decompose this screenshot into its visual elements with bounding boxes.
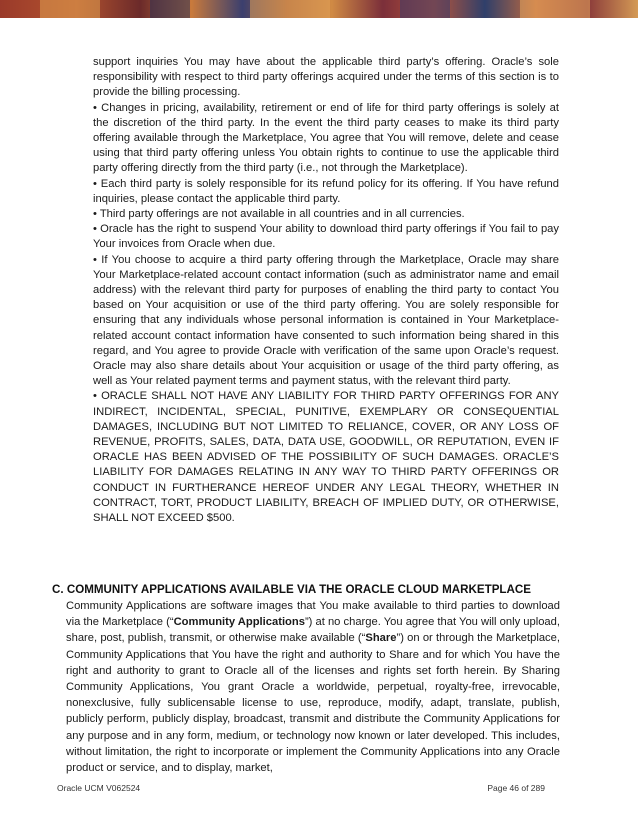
defined-term-share: Share [365, 632, 397, 645]
paragraph-support: support inquiries You may have about the applicable third party’s offering. Oracle’s sole responsibility with respect to third party offerings acquired under the terms of this section is to provide the billing processing. [93, 56, 559, 99]
paragraph-refund: • Each third party is solely responsible for its refund policy for its offering. If You have refund inquiries, please contact the applicable third party. [93, 177, 559, 205]
page-footer [57, 783, 545, 793]
section-body-text: Community Applications are software images that You make available to third parties to download via the Marketplace (“ [66, 600, 560, 629]
defined-term-community-applications: Community Applications [173, 616, 305, 629]
page-number: Page 46 of 289 [487, 783, 545, 793]
third-party-terms [93, 55, 559, 526]
banner-stripe [400, 0, 450, 18]
paragraph-pricing: • Changes in pricing, availability, retirement or end of life for third party offerings is solely at the discretion of the third party. In the event the third party ceases to make its third party offering available through the Marketplace, You agree that You will remove, delete and cease using that third party offering unless You obtain rights to continue to use the applicable third party offering directly from the third party (i.e., not through the Marketplace). [93, 101, 559, 175]
banner-stripe [250, 0, 330, 18]
banner-stripe [520, 0, 590, 18]
paragraph-contact-sharing: • If You choose to acquire a third party offering through the Marketplace, Oracle may share Your Marketplace-related account contact information (such as administrator name and email address) with the relevant third party for purposes of enabling the third party to contact You based on Your acquisition or use of the third party offering. You are solely responsible for ensuring that any individuals whose personal information is contained in Your Marketplace-related account contact information have consented to such information being shared in this regard, and You agree to provide Oracle with verification of the same upon Oracle’s request. Oracle may also share details about Your acquisition or usage of the third party offering, as well as Your related payment terms and payment status, with the relevant third party. [93, 253, 559, 388]
decorative-banner [0, 0, 638, 18]
banner-stripe [40, 0, 100, 18]
paragraph-liability: • ORACLE SHALL NOT HAVE ANY LIABILITY FOR THIRD PARTY OFFERINGS FOR ANY INDIRECT, INCIDENTAL, SPECIAL, PUNITIVE, EXEMPLARY OR CONSEQUENTIAL DAMAGES, INCLUDING BUT NOT LIMITED TO RELIANCE, COVER, OR ANY LOSS OF REVENUE, PROFITS, SALES, DATA, DATA USE, GOODWILL, OR REPUTATION, EVEN IF ORACLE HAS BEEN ADVISED OF THE POSSIBILITY OF SUCH DAMAGES. ORACLE’S LIABILITY FOR DAMAGES RELATING IN ANY WAY TO THIRD PARTY OFFERINGS OR CONDUCT IN FURTHERANCE HEREOF UNDER ANY LEGAL THEORY, WHETHER IN CONTRACT, TORT, PRODUCT LIABILITY, BREACH OF IMPLIED DUTY, OR OTHERWISE, SHALL NOT EXCEED $500. [93, 390, 559, 525]
section-body [66, 598, 560, 776]
paragraph-availability: • Third party offerings are not available in all countries and in all currencies. [93, 208, 465, 221]
section-body-text: ”) on or through the Marketplace, Community Applications that You have the right and authority to Share and for which You have the right and authority to grant to Oracle all of the licenses and rights set forth herein. By Sharing Community Applications, You grant Oracle a worldwide, perpetual, royalty-free, irrevocable, nonexclusive, fully sublicensable license to use, reproduce, modify, adapt, translate, publish, publicly perform, publicly display, broadcast, transmit and distribute the Community Applications for any purpose and in any form, medium, or technology now known or later developed. This includes, without limitation, the right to incorporate or implement the Community Applications into any Oracle product or service, and to display, market, [66, 632, 560, 775]
community-applications-section [52, 582, 560, 776]
banner-stripe [150, 0, 190, 18]
paragraph-suspend: • Oracle has the right to suspend Your ability to download third party offerings if You fail to pay Your invoices from Oracle when due. [93, 223, 559, 251]
section-body-text: ”) at no charge. You agree that You will only upload, share, post, publish, transmit, or otherwise make available (“ [66, 616, 560, 645]
section-heading: C. COMMUNITY APPLICATIONS AVAILABLE VIA THE ORACLE CLOUD MARKETPLACE [52, 583, 531, 596]
document-id: Oracle UCM V062524 [57, 783, 141, 793]
